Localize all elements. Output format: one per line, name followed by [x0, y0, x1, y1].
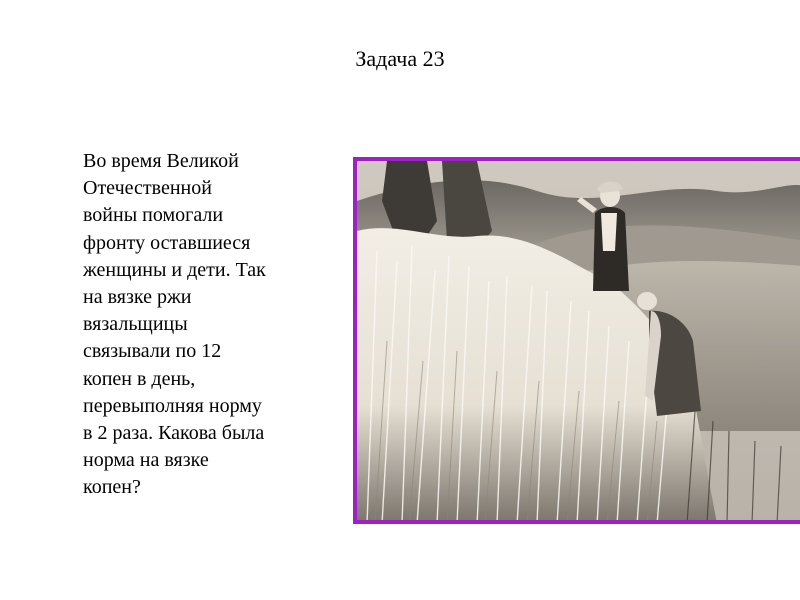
rye-field-photo — [353, 157, 800, 524]
problem-line: войны помогали — [83, 204, 224, 227]
problem-line: вязальщицы — [83, 313, 188, 336]
problem-line: Во время Великой — [83, 150, 239, 172]
problem-text — [83, 148, 333, 502]
problem-line: копен в день, — [83, 367, 196, 390]
problem-line: на вязке ржи — [83, 286, 192, 309]
slide-title: Задача 23 — [355, 46, 445, 71]
problem-line: фронту оставшиеся — [83, 231, 251, 254]
problem-line: женщины и дети. Так — [83, 258, 266, 281]
problem-line: связывали по 12 — [83, 340, 222, 363]
problem-line: Отечественной — [83, 177, 212, 200]
problem-line: норма на вязке — [83, 449, 209, 472]
photo-illustration — [357, 161, 800, 524]
problem-line: в 2 раза. Какова была — [83, 422, 265, 445]
problem-line: перевыполняя норму — [83, 394, 262, 417]
problem-line: копен? — [83, 476, 141, 499]
